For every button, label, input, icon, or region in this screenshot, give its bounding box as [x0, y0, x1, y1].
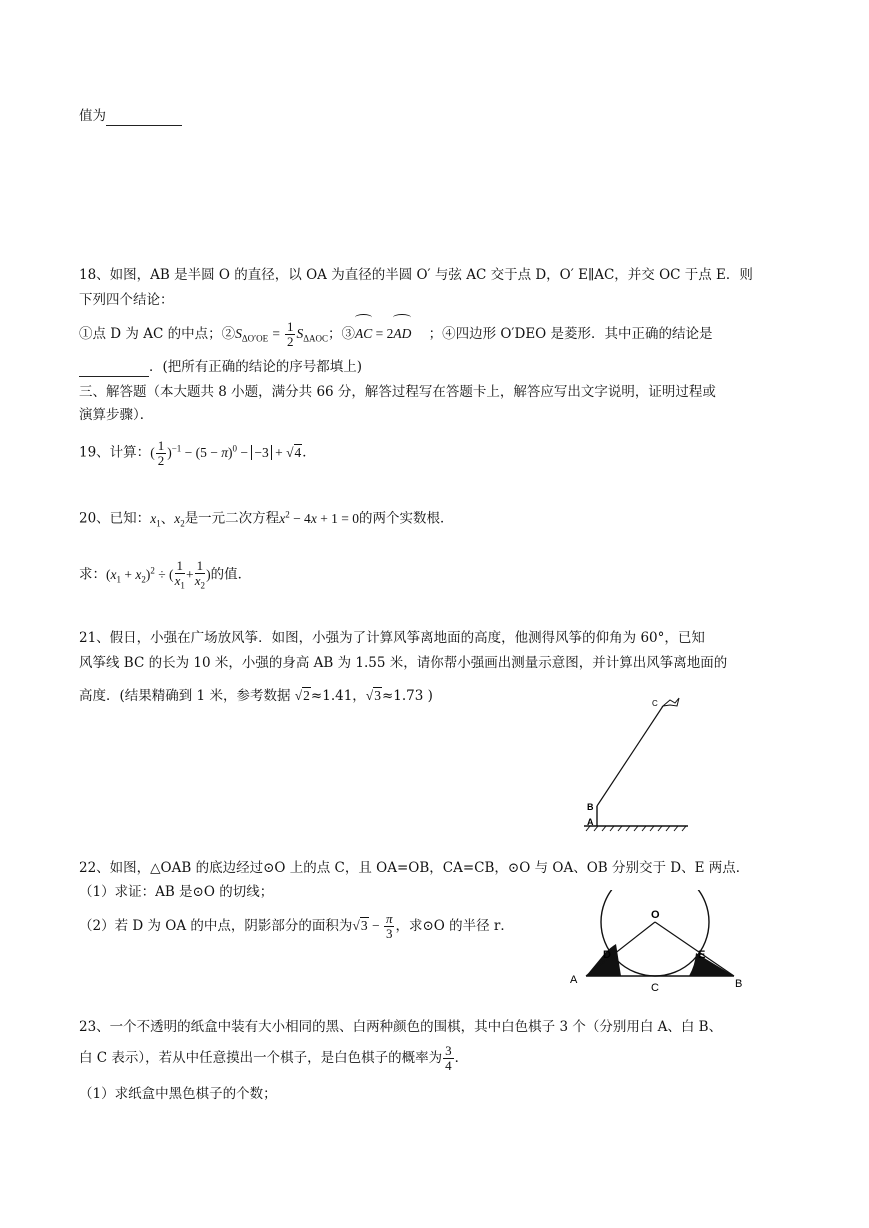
- label-a: A: [570, 974, 578, 986]
- q18-line2: 下列四个结论：: [79, 292, 174, 308]
- prev-question-tail: [79, 106, 182, 126]
- q20-suffix: 的两个实数根．: [359, 510, 454, 527]
- q22-line1: 22、如图，△OAB 的底边经过⊙O 上的点 C，且 OA=OB，CA=CB，⊙O 与 OA、OB 分别交于 D、E 两点．: [79, 860, 750, 876]
- q23-line2b: ．: [454, 1050, 469, 1066]
- q19-line: [79, 430, 316, 466]
- q22-line2: （1）求证：AB 是⊙O 的切线；: [79, 884, 274, 900]
- q23-line2: [79, 1040, 468, 1076]
- q22-line3b: ，求⊙O 的半径 r．: [395, 918, 514, 934]
- section3-line2: 演算步骤）．: [79, 407, 154, 423]
- label-b: B: [587, 802, 594, 812]
- label-a: A: [587, 817, 594, 827]
- q22-area-expression: √3 − $\frac{\pi}{3}$: [352, 911, 393, 942]
- label-c: C: [652, 699, 658, 708]
- ground-hatching: [586, 826, 686, 831]
- segment-oa: [586, 922, 655, 976]
- q21-line1: 21、假日，小强在广场放风筝．如图，小强为了计算风筝离地面的高度，他测得风筝的仰角为 60°，已知: [79, 630, 705, 646]
- q23-line1: 23、一个不透明的纸盒中装有大小相同的黑、白两种颜色的围棋，其中白色棋子 3 个（分别用白 A、白 B、: [79, 1019, 723, 1035]
- q18-answer-line: [79, 357, 362, 377]
- q18-sep-3: ；③: [328, 326, 356, 342]
- q18-area-formula: $S_{\Delta O'OE}$ = $\frac{1}{2}$ $S_{\Delta AOC}$: [235, 319, 329, 350]
- q22-line3: [79, 908, 514, 944]
- sqrt3: √3: [365, 688, 381, 703]
- q18-tail: ．(把所有正确的结论的序号都填上): [149, 359, 363, 375]
- label-e: E: [698, 949, 706, 961]
- q18-conclusion-4: ；④四边形 O′DEO 是菱形．其中正确的结论是: [428, 326, 713, 342]
- label-d: D: [603, 949, 611, 961]
- q18-arc-formula: AC = 2AD: [355, 326, 411, 341]
- label-o: O: [651, 909, 660, 921]
- q20-roots: $x_1$、$x_2$: [150, 510, 185, 529]
- kite-figure: [580, 690, 700, 835]
- q21-line3c: ≈1.73 ): [381, 688, 433, 704]
- answer-blank: [106, 111, 182, 126]
- q21-line3b: ≈1.41，: [310, 688, 366, 704]
- q19-expression: ( $\frac{1}{2}$ )$^{-1} - (5 - \pi)^0 - -3 + √4$: [150, 437, 302, 468]
- q23-line2a: 白 C 表示），若从中任意摸出一个棋子，是白色棋子的概率为: [79, 1050, 443, 1066]
- q18-answer-blank: [79, 364, 149, 377]
- q23-line3: （1）求纸盒中黑色棋子的个数；: [79, 1086, 277, 1102]
- section3-line1: 三、解答题（本大题共 8 小题，满分共 66 分，解答过程写在答题卡上，解答应写出文字说明，证明过程或: [79, 384, 716, 400]
- q23-probability: $\frac{3}{4}$: [445, 1043, 452, 1074]
- q22-line3a: （2）若 D 为 OA 的中点，阴影部分的面积为: [79, 918, 353, 934]
- q18-conclusion-1: ①点 D 为 AC 的中点；②: [79, 326, 236, 342]
- q19-suffix: ．: [302, 444, 316, 461]
- kite-string-bc: [597, 706, 663, 806]
- kite-icon: [663, 698, 679, 706]
- q20-line1: [79, 504, 454, 533]
- q21-line2: 风筝线 BC 的长为 10 米，小强的身高 AB 为 1.55 米，请你帮小强画出测量示意图，并计算出风筝离地面的: [79, 655, 728, 671]
- q20-ask-prefix: 求：: [79, 566, 106, 583]
- q20-expression: $(x_1 + x_2)^2$ ÷ ( $\frac{1}{x_1}$ + $\frac{1}{x_2}$ ): [106, 557, 211, 591]
- sqrt2: √2: [294, 688, 310, 703]
- prev-question-prefix: 值为: [79, 108, 106, 124]
- label-b: B: [735, 978, 743, 990]
- q20-line2: [79, 552, 252, 591]
- q20-ask-suffix: 的值．: [210, 566, 252, 583]
- circle-tangent-figure: [565, 890, 755, 995]
- q21-line3a: 高度．(结果精确到 1 米，参考数据: [79, 688, 291, 704]
- q20-equation: $x^2 - 4x + 1 = 0$: [279, 509, 360, 526]
- q20-prefix: 20、已知：: [79, 510, 151, 527]
- label-c: C: [651, 982, 659, 994]
- q21-line3: [79, 686, 433, 706]
- q20-middle: 是一元二次方程: [184, 510, 280, 527]
- q18-conclusions: [79, 318, 713, 350]
- q18-line1: 18、如图，AB 是半圆 O 的直径，以 OA 为直径的半圆 O′ 与弦 AC 交于点 D，O′ E∥AC，并交 OC 于点 E．则: [79, 267, 753, 283]
- q19-prefix: 19、计算：: [79, 444, 151, 461]
